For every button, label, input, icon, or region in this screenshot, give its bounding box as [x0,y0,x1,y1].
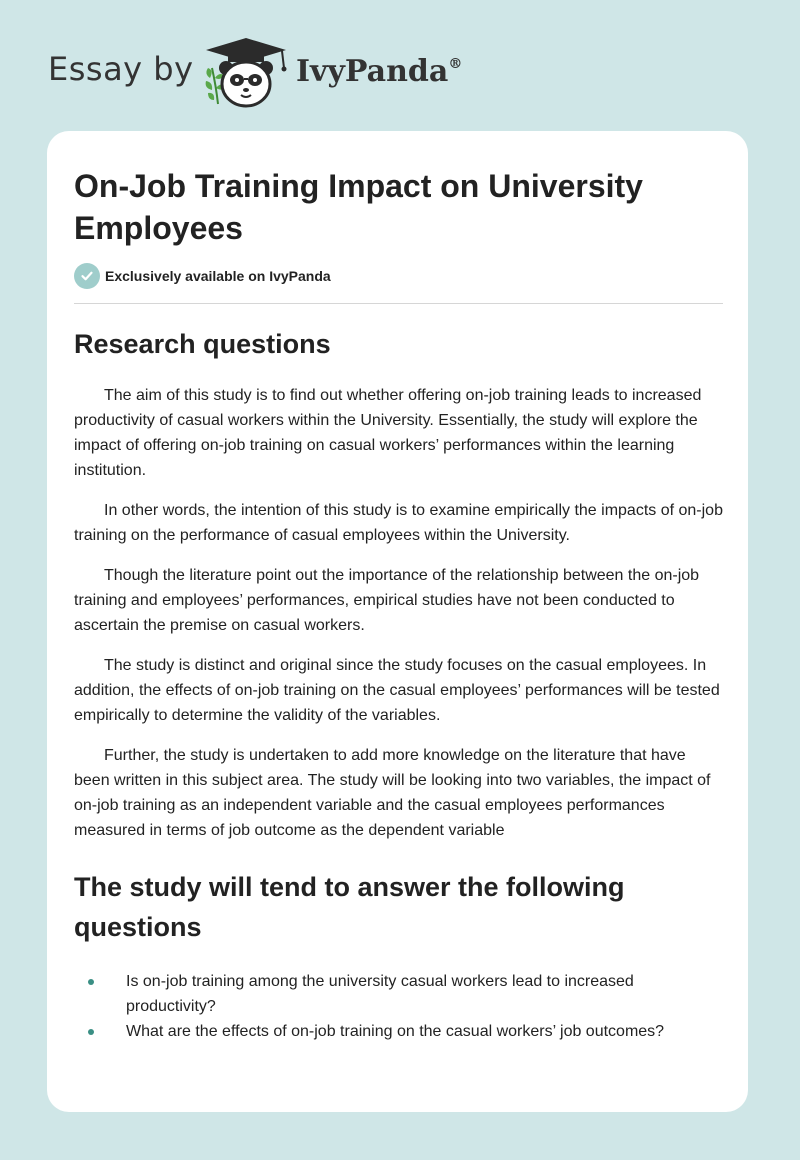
article-card [47,131,748,1112]
paragraph: The aim of this study is to find out whether offering on-job training leads to increased productivity of casual workers within the University. Essentially, the study will explore the impact of offering on-job training on casual workers’ performances within the learning institution. [74,387,702,479]
check-circle-icon [74,263,100,289]
paragraph: In other words, the intention of this study is to examine empirically the impacts of on-job training on the performance of casual employees within the University. [74,502,723,544]
list-item [74,969,725,1019]
exclusive-badge-text: Exclusively available on IvyPanda [105,268,331,284]
bullet-icon [88,979,94,985]
brand-name[interactable] [296,54,462,89]
paragraph: Though the literature point out the importance of the relationship between the on-job training and employees’ performances, empirical studies have not been conducted to ascertain the premise on casual workers. [74,567,700,634]
site-header [0,0,800,130]
panda-graduate-icon[interactable] [200,34,292,110]
section-heading-study-questions: The study will tend to answer the following questions [74,872,625,942]
brand-name-text: IvyPanda [296,54,449,89]
list-item-text: Is on-job training among the university casual workers lead to increased productivity? [126,973,634,1015]
title-divider [74,303,723,304]
bullet-icon [88,1029,94,1035]
paragraph: The study is distinct and original since the study focuses on the casual employees. In addition, the effects of on-job training on the casual employees’ performances will be tested empirically to determine the validity of the variables. [74,657,720,724]
section-heading-research-questions: Research questions [74,329,331,359]
essay-by-label: Essay by [48,50,194,88]
article-body [74,325,725,1044]
question-list [74,969,725,1044]
list-item-text: What are the effects of on-job training on the casual workers’ job outcomes? [126,1023,665,1040]
registered-mark: ® [448,56,463,72]
paragraph: Further, the study is undertaken to add more knowledge on the literature that have been written in this subject area. The study will be looking into two variables, the impact of on-job training as an independent variable and the casual employees performances measured in terms of job outcome as the dependent variable [74,747,711,839]
list-item [74,1019,725,1044]
exclusive-badge [74,263,331,289]
page-title: On-Job Training Impact on University Employees [74,168,643,246]
